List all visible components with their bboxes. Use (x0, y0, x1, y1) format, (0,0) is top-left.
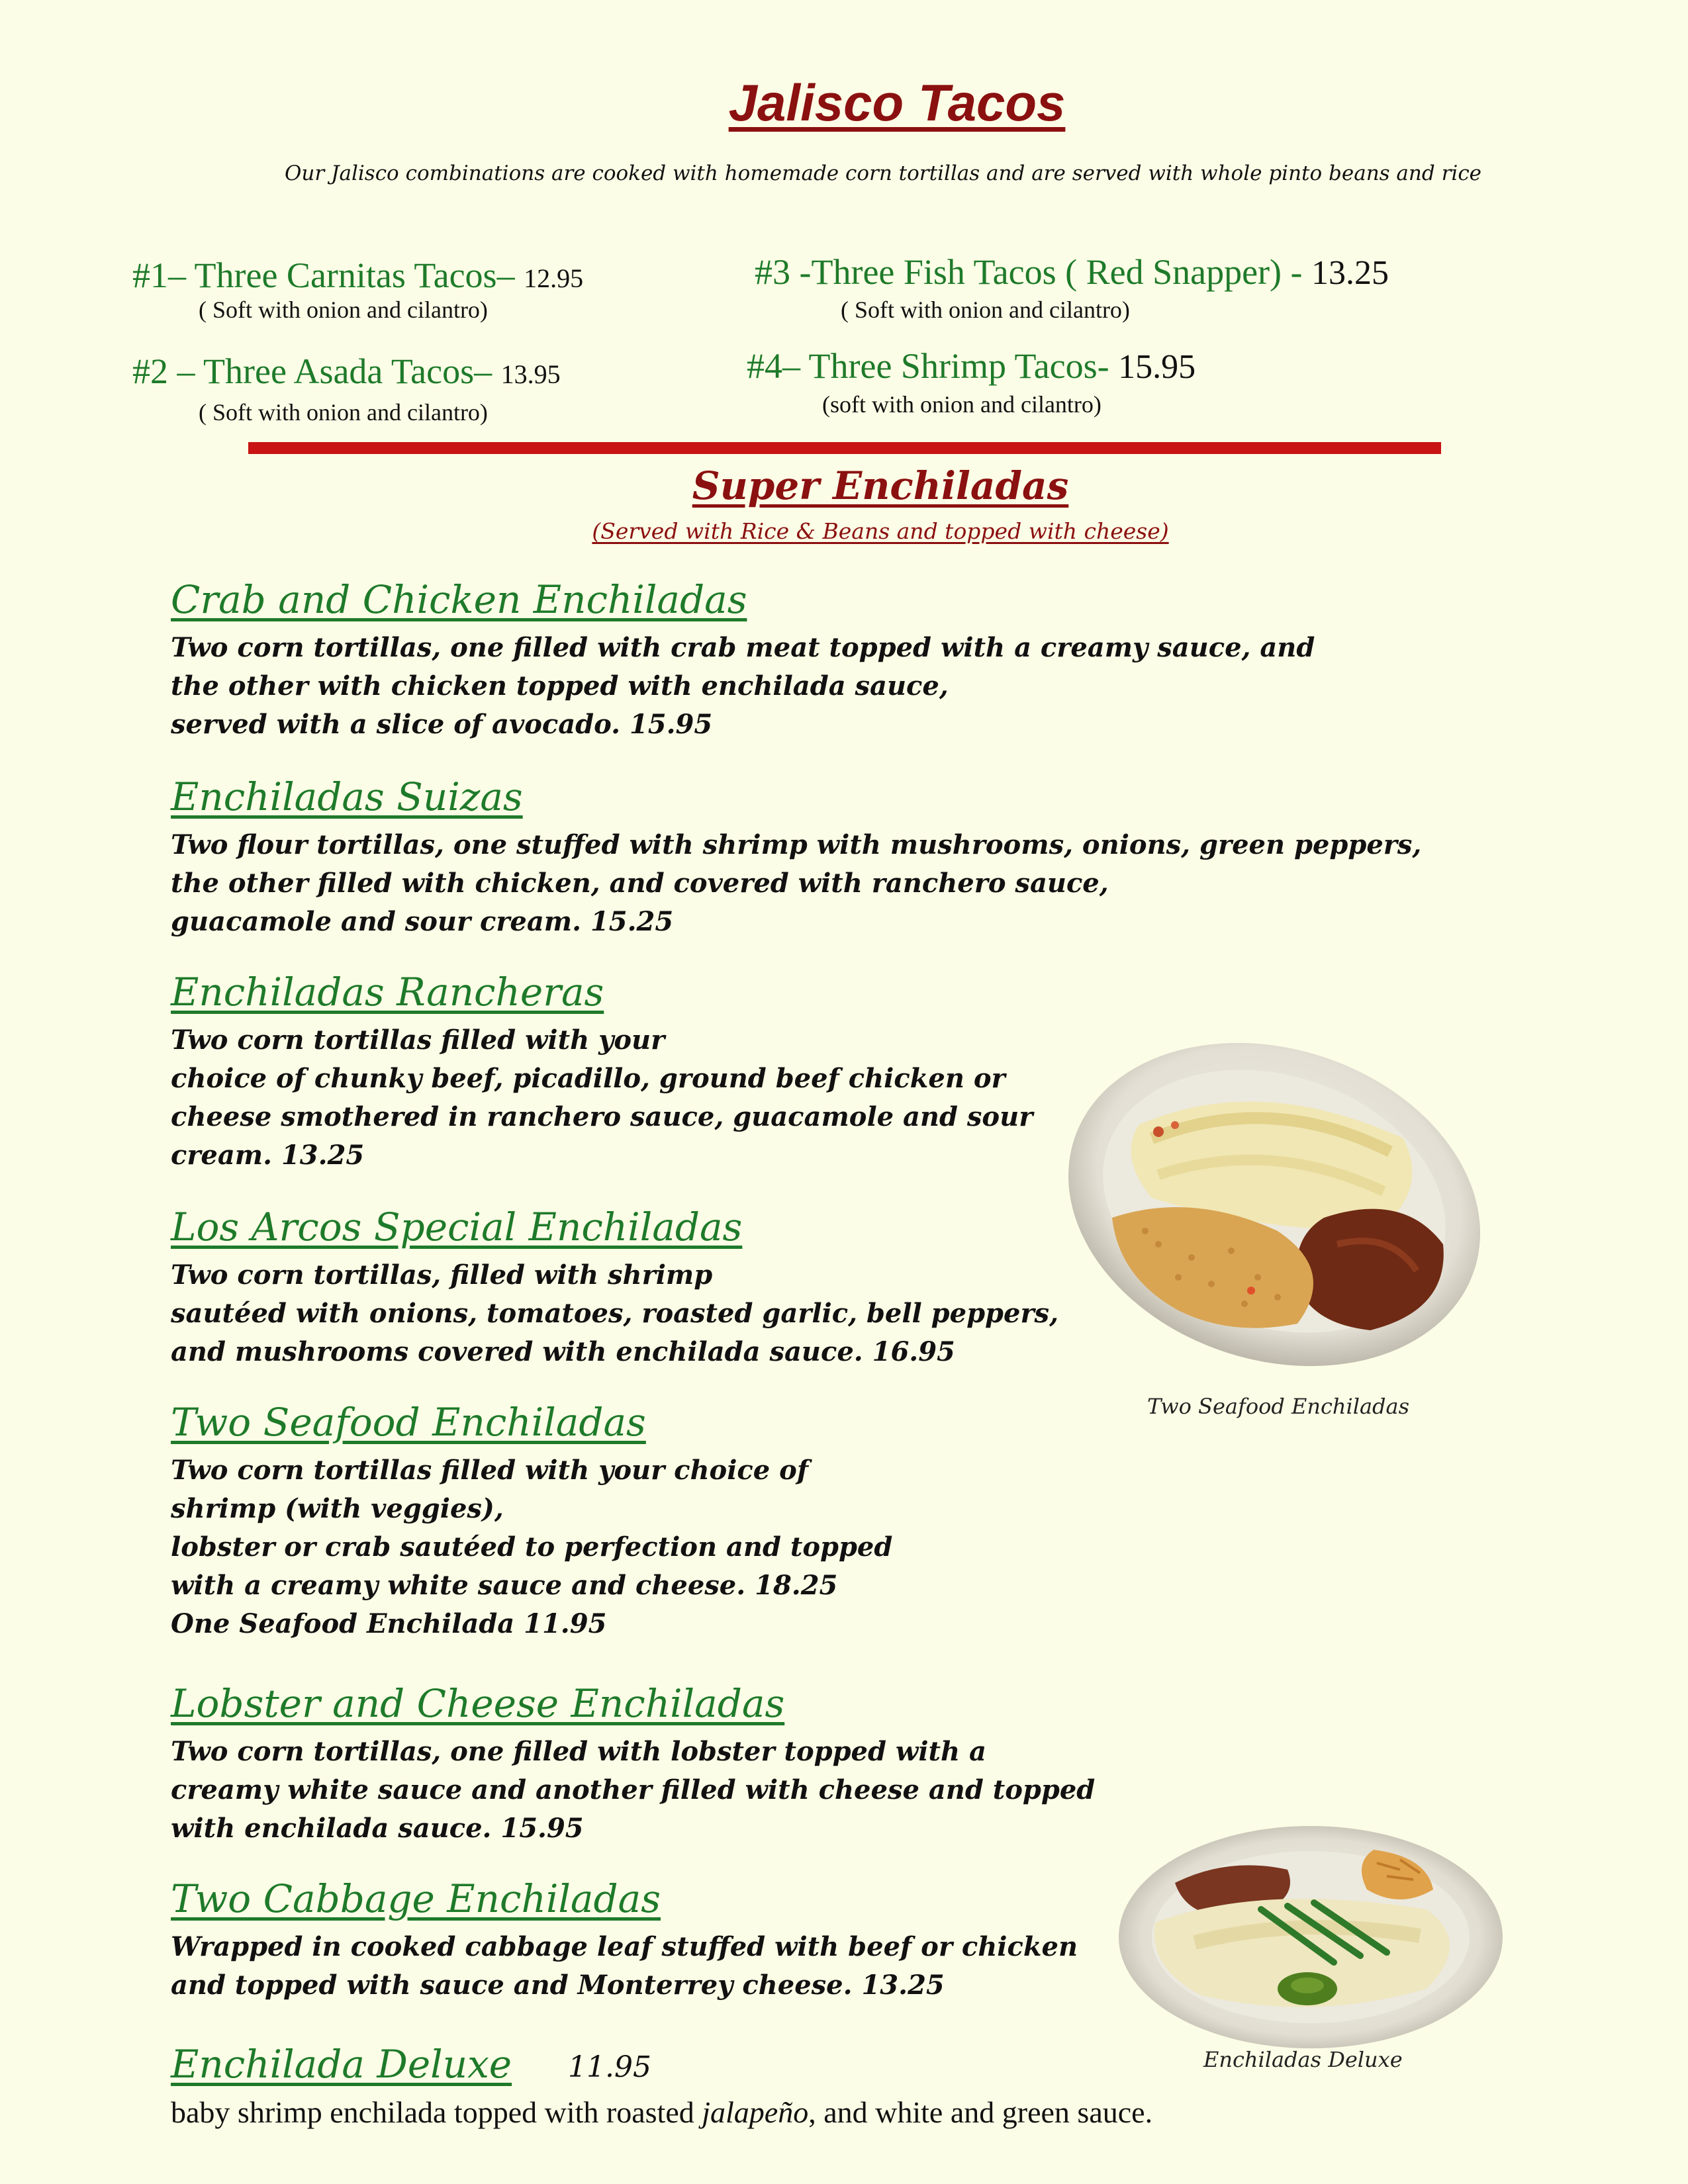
dish-price: 11.95 (568, 2050, 651, 2084)
taco-item-note: ( Soft with onion and cilantro) (199, 399, 488, 426)
taco-item-name: #1– Three Carnitas Tacos– (132, 255, 515, 295)
taco-item-note: ( Soft with onion and cilantro) (199, 296, 488, 323)
taco-item-price: 13.95 (500, 359, 561, 389)
dish-description: Two corn tortillas filled with your choice of chunky beef, picadillo, ground beef chicken or cheese smothered in ranchero sauce, guacamole and sour cream. 13.25 (171, 1024, 1033, 1171)
dish-description: Two corn tortillas, one filled with lobster topped with a creamy white sauce and another filled with cheese and topped with enchilada sauce. 15.95 (171, 1736, 1096, 1844)
taco-item-1 (132, 255, 583, 296)
dish-name: Enchiladas Suizas (171, 774, 523, 819)
taco-item-price: 12.95 (524, 263, 584, 293)
dish-name: Enchiladas Rancheras (171, 970, 604, 1015)
taco-item-2 (132, 351, 561, 392)
taco-item-price: 13.25 (1311, 254, 1389, 292)
taco-item-price: 15.95 (1118, 348, 1196, 386)
photo-caption: Enchiladas Deluxe (1203, 2047, 1403, 2072)
section-divider (248, 442, 1441, 454)
dish-description: Two corn tortillas, filled with shrimp sautéed with onions, tomatoes, roasted garlic, bell peppers, and mushrooms covered with enchilada sauce. 16.95 (171, 1259, 1058, 1367)
photo-caption: Two Seafood Enchiladas (1147, 1394, 1410, 1419)
dish-description: Two corn tortillas filled with your choice of shrimp (with veggies), lobster or crab sautéed to perfection and topped with a creamy white sauce and cheese. 18.25 One Seafood Enchilada 11.95 (171, 1455, 893, 1639)
taco-item-3 (755, 251, 1389, 293)
dish-description: Two corn tortillas, one filled with crab meat topped with a creamy sauce, and the other with chicken topped with enchilada sauce, served with a slice of avocado. 15.95 (171, 632, 1315, 740)
dish-description: baby shrimp enchilada topped with roasted jalapeño, and white and green sauce. (171, 2095, 1153, 2129)
taco-item-note: ( Soft with onion and cilantro) (841, 296, 1130, 323)
taco-item-4 (747, 345, 1196, 387)
dish-name: Lobster and Cheese Enchiladas (171, 1681, 785, 1726)
section-title: Super Enchiladas (692, 463, 1069, 508)
page-subtitle: Our Jalisco combinations are cooked with homemade corn tortillas and are served with whole pinto beans and rice (285, 161, 1482, 185)
dish-name: Two Cabbage Enchiladas (171, 1876, 661, 1921)
taco-item-note: (soft with onion and cilantro) (822, 391, 1102, 418)
dish-description: Two flour tortillas, one stuffed with shrimp with mushrooms, onions, green peppers, the other filled with chicken, and covered with ranchero sauce, guacamole and sour cream. 15.25 (171, 829, 1422, 937)
taco-item-name: #4– Three Shrimp Tacos- (747, 346, 1109, 386)
seafood-enchiladas-photo (1059, 1032, 1489, 1377)
dish-description: Wrapped in cooked cabbage leaf stuffed with beef or chicken and topped with sauce and Monterrey cheese. 13.25 (171, 1931, 1078, 2001)
taco-item-name: #3 -Three Fish Tacos ( Red Snapper) - (755, 252, 1303, 292)
dish-name: Los Arcos Special Enchiladas (171, 1205, 743, 1250)
dish-name: Crab and Chicken Enchiladas (171, 577, 747, 622)
enchiladas-deluxe-photo (1115, 1823, 1506, 2052)
dish-name: Enchilada Deluxe (171, 2042, 512, 2087)
page-title: Jalisco Tacos (728, 73, 1066, 132)
section-subtitle: (Served with Rice & Beans and topped with cheese) (592, 518, 1169, 544)
taco-item-name: #2 – Three Asada Tacos– (132, 351, 492, 391)
dish-name: Two Seafood Enchiladas (171, 1400, 646, 1445)
